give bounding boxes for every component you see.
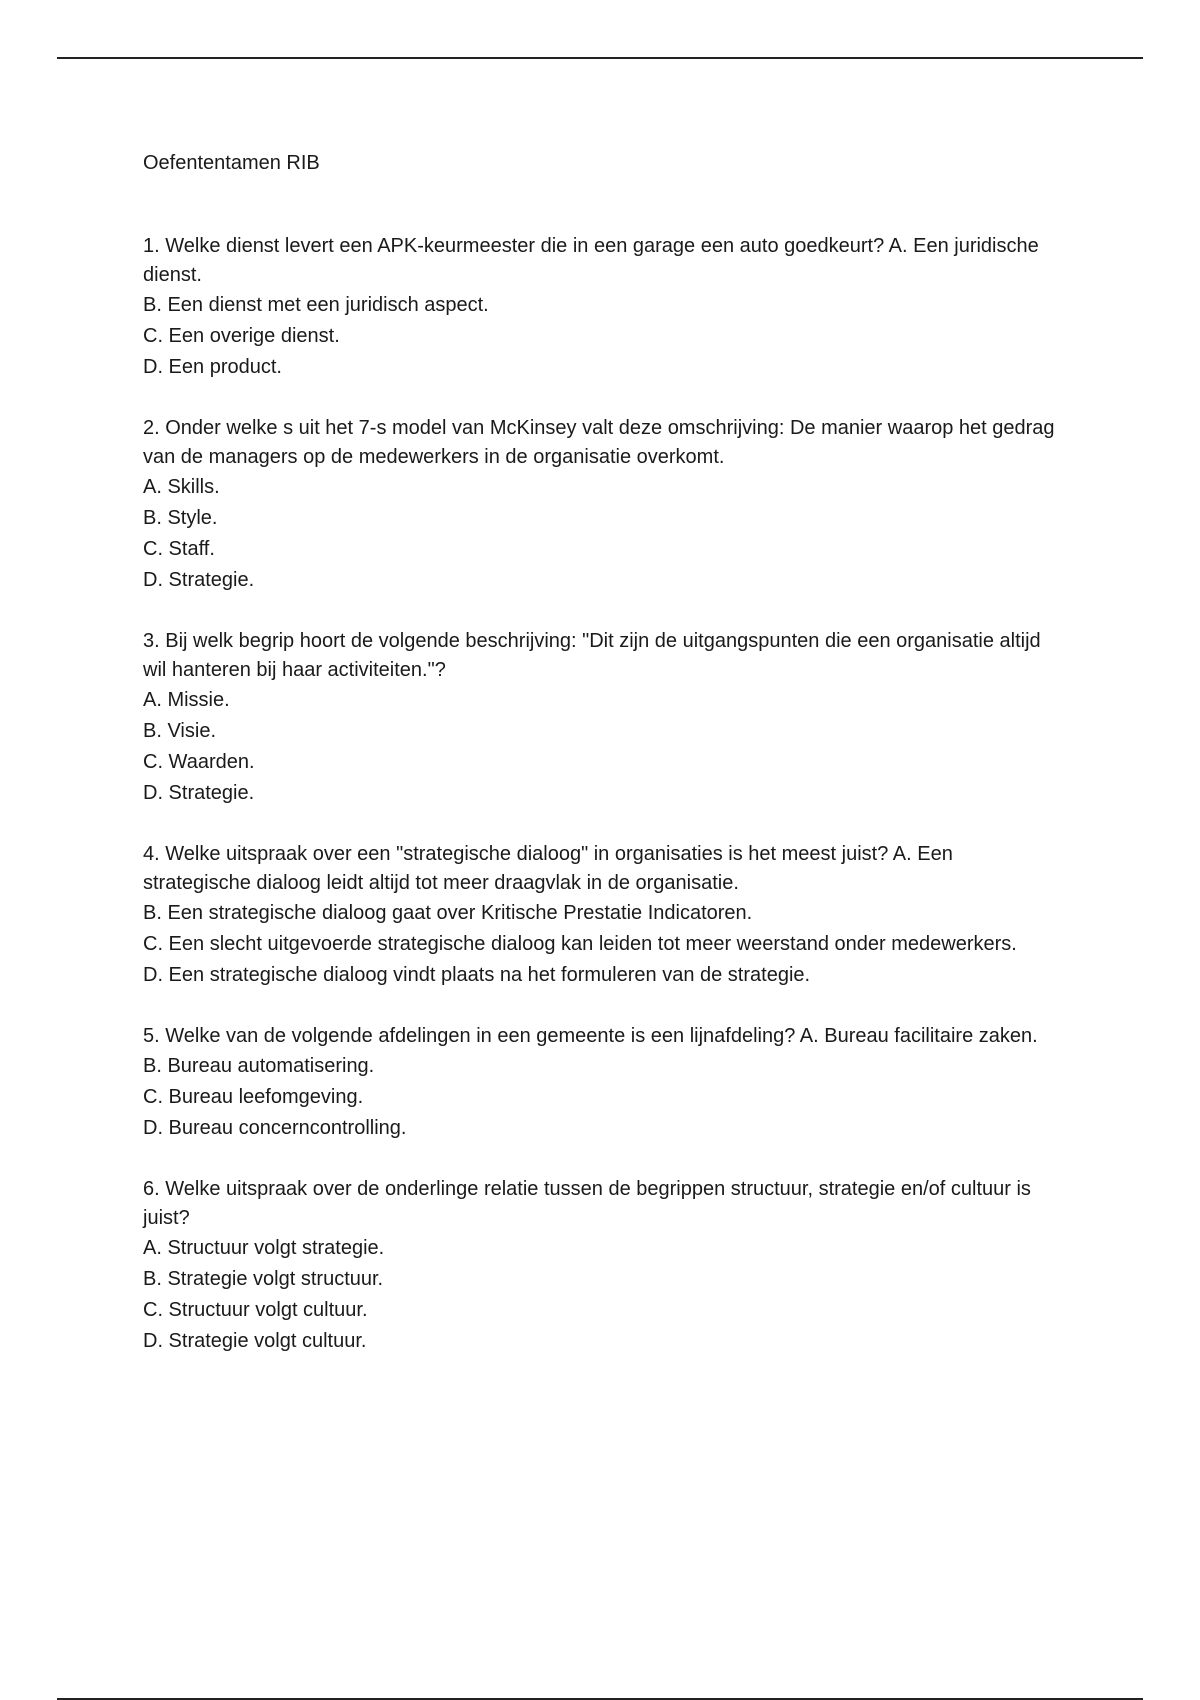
answer-option-b: B. Visie. xyxy=(143,720,216,742)
answer-option-d: D. Strategie. xyxy=(143,569,255,591)
answer-option-c: C. Staff. xyxy=(143,538,215,560)
answer-option-b: B. Een dienst met een juridisch aspect. xyxy=(143,294,489,316)
top-rule xyxy=(57,57,1143,59)
answer-option-a: A. Skills. xyxy=(143,476,220,498)
document-title: Oefententamen RIB xyxy=(143,152,320,174)
question-5 xyxy=(143,1022,1063,1144)
answer-option-a: A. Structuur volgt strategie. xyxy=(143,1237,385,1259)
answer-options xyxy=(143,898,1063,991)
answer-option-d: D. Bureau concerncontrolling. xyxy=(143,1117,407,1139)
answer-option-b: B. Bureau automatisering. xyxy=(143,1055,375,1077)
answer-option-c: C. Een slecht uitgevoerde strategische dialoog kan leiden tot meer weerstand onder medewerkers. xyxy=(143,933,1017,955)
question-text: 2. Onder welke s uit het 7-s model van McKinsey valt deze omschrijving: De manier waarop het gedrag van de managers op de medewerkers in de organisatie overkomt. xyxy=(143,417,1055,468)
answer-option-b: B. Strategie volgt structuur. xyxy=(143,1268,384,1290)
answer-option-c: C. Structuur volgt cultuur. xyxy=(143,1299,368,1321)
answer-options xyxy=(143,685,1063,809)
question-text: 4. Welke uitspraak over een "strategische dialoog" in organisaties is het meest juist? A. Een strategische dialoog leidt altijd tot meer draagvlak in de organisatie. xyxy=(143,843,953,894)
answer-options xyxy=(143,1233,1063,1357)
answer-option-d: D. Strategie volgt cultuur. xyxy=(143,1330,367,1352)
question-2 xyxy=(143,414,1063,596)
question-4 xyxy=(143,840,1063,991)
answer-options xyxy=(143,1051,1063,1144)
question-3 xyxy=(143,627,1063,809)
answer-option-c: C. Waarden. xyxy=(143,751,255,773)
document-body xyxy=(143,150,1063,1388)
answer-option-a: A. Missie. xyxy=(143,689,230,711)
answer-options xyxy=(143,472,1063,596)
question-text: 5. Welke van de volgende afdelingen in een gemeente is een lijnafdeling? A. Bureau facilitaire zaken. xyxy=(143,1025,1038,1047)
answer-option-d: D. Strategie. xyxy=(143,782,255,804)
question-6 xyxy=(143,1175,1063,1357)
answer-option-d: D. Een strategische dialoog vindt plaats na het formuleren van de strategie. xyxy=(143,964,811,986)
answer-option-c: C. Een overige dienst. xyxy=(143,325,340,347)
question-text: 3. Bij welk begrip hoort de volgende beschrijving: "Dit zijn de uitgangspunten die een organisatie altijd wil hanteren bij haar activiteiten."? xyxy=(143,630,1041,681)
answer-option-b: B. Style. xyxy=(143,507,218,529)
question-text: 6. Welke uitspraak over de onderlinge relatie tussen de begrippen structuur, strategie en/of cultuur is juist? xyxy=(143,1178,1031,1229)
answer-options xyxy=(143,290,1063,383)
answer-option-d: D. Een product. xyxy=(143,356,282,378)
answer-option-b: B. Een strategische dialoog gaat over Kritische Prestatie Indicatoren. xyxy=(143,902,753,924)
answer-option-c: C. Bureau leefomgeving. xyxy=(143,1086,364,1108)
question-1 xyxy=(143,232,1063,383)
question-text: 1. Welke dienst levert een APK-keurmeester die in een garage een auto goedkeurt? A. Een juridische dienst. xyxy=(143,235,1039,286)
